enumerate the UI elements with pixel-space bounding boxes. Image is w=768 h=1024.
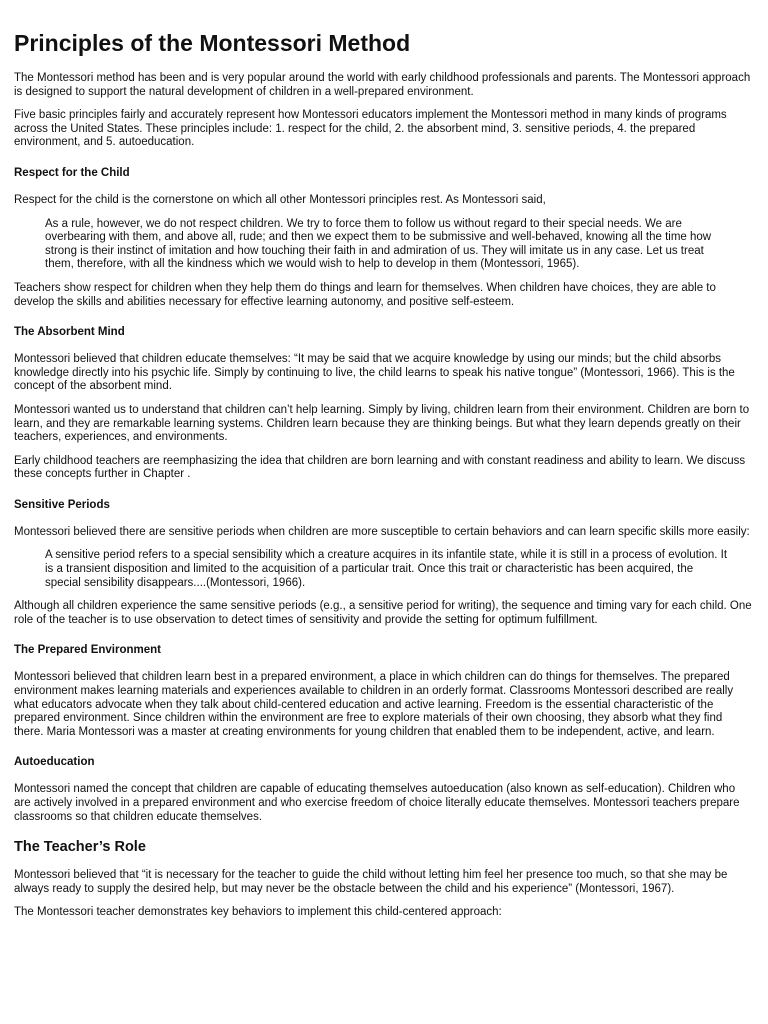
absorbent-paragraph-3: Early childhood teachers are reemphasizing the idea that children are born learning and with constant readiness and ability to learn. We discuss these concepts further in Chapter . xyxy=(14,454,746,481)
section-heading-autoeducation: Autoeducation xyxy=(14,756,95,769)
section-heading-prepared-environment: The Prepared Environment xyxy=(14,644,161,657)
section-heading-respect: Respect for the Child xyxy=(14,166,130,179)
document-page xyxy=(14,28,754,930)
respect-paragraph-1: Respect for the child is the cornerstone on which all other Montessori principles rest. As Montessori said, xyxy=(14,193,546,206)
sensitive-paragraph-1: Montessori believed there are sensitive periods when children are more susceptible to certain behaviors and can learn specific skills more easily: xyxy=(14,525,750,538)
teacher-paragraph-1: Montessori believed that “it is necessary for the teacher to guide the child without letting him feel her presence too much, so that she may be always ready to supply the desired help, but may never be the obstacle between the child and his experience” (Montessori, 1967). xyxy=(14,869,728,895)
respect-quote: As a rule, however, we do not respect children. We try to force them to follow us without regard to their special needs. We are overbearing with them, and above all, rude; and then we expect them to be submissive and well-behaved, knowing all the time how strong is their instinct of imitation and how touching their faith in and admiration of us. They will imitate us in any case. Let us treat them, therefore, with all the kindness which we would wish to help to develop in them (Montessori, 1965). xyxy=(45,217,712,271)
autoeducation-paragraph-1: Montessori named the concept that children are capable of educating themselves autoeducation (also known as self-education). Children who are actively involved in a prepared environment and who exercise freedom of choice literally educate themselves. Montessori teachers prepare classrooms so that children educate themselves. xyxy=(14,783,740,823)
section-heading-sensitive-periods: Sensitive Periods xyxy=(14,498,110,511)
absorbent-paragraph-2: Montessori wanted us to understand that children can’t help learning. Simply by living, children learn from their environment. Children are born to learn, and they are remarkable learning systems. Children learn because they are thinking beings. But what they learn depends greatly on their teachers, experiences, and environments. xyxy=(14,403,750,444)
prepared-paragraph-1: Montessori believed that children learn best in a prepared environment, a place in which children can do things for themselves. The prepared environment makes learning materials and experiences available to children in an orderly format. Classrooms Montessori described are really what educators advocate when they talk about child-centered education and active learning. Freedom is the essential characteristic of the prepared environment. Since children within the environment are free to explore materials of their own choosing, they absorb what they find there. Maria Montessori was a master at creating environments for young children that enabled them to be independent, active, and learn. xyxy=(14,671,734,738)
page-title: Principles of the Montessori Method xyxy=(14,30,411,56)
section-heading-teachers-role: The Teacher’s Role xyxy=(14,839,146,856)
absorbent-paragraph-1: Montessori believed that children educate themselves: “It may be said that we acquire knowledge by using our minds; but the child absorbs knowledge directly into his psychic life. Simply by continuing to live, the child learns to speak his native tongue” (Montessori, 1966). This is the concept of the absorbent mind. xyxy=(14,353,735,393)
sensitive-quote: A sensitive period refers to a special sensibility which a creature acquires in its infantile state, while it is still in a process of evolution. It is a transient disposition and limited to the acquisition of a particular trait. Once this trait or characteristic has been acquired, the special sensibility disappears....(Montessori, 1966). xyxy=(45,549,728,589)
intro-paragraph-1: The Montessori method has been and is very popular around the world with early childhood professionals and parents. The Montessori approach is designed to support the natural development of children in a well-prepared environment. xyxy=(14,72,751,98)
teacher-paragraph-2: The Montessori teacher demonstrates key behaviors to implement this child-centered approach: xyxy=(14,906,502,919)
respect-paragraph-2: Teachers show respect for children when they help them do things and learn for themselves. When children have choices, they are able to develop the skills and abilities necessary for effective learning autonomy, and positive self-esteem. xyxy=(14,281,716,308)
sensitive-paragraph-2: Although all children experience the same sensitive periods (e.g., a sensitive period for writing), the sequence and timing vary for each child. One role of the teacher is to use observation to detect times of sensitivity and provide the setting for optimum fulfillment. xyxy=(14,600,752,626)
intro-paragraph-2: Five basic principles fairly and accurately represent how Montessori educators implement the Montessori method in many kinds of programs across the United States. These principles include: 1. respect for the child, 2. the absorbent mind, 3. sensitive periods, 4. the prepared environment, and 5. autoeducation. xyxy=(14,109,727,149)
section-heading-absorbent-mind: The Absorbent Mind xyxy=(14,326,125,339)
